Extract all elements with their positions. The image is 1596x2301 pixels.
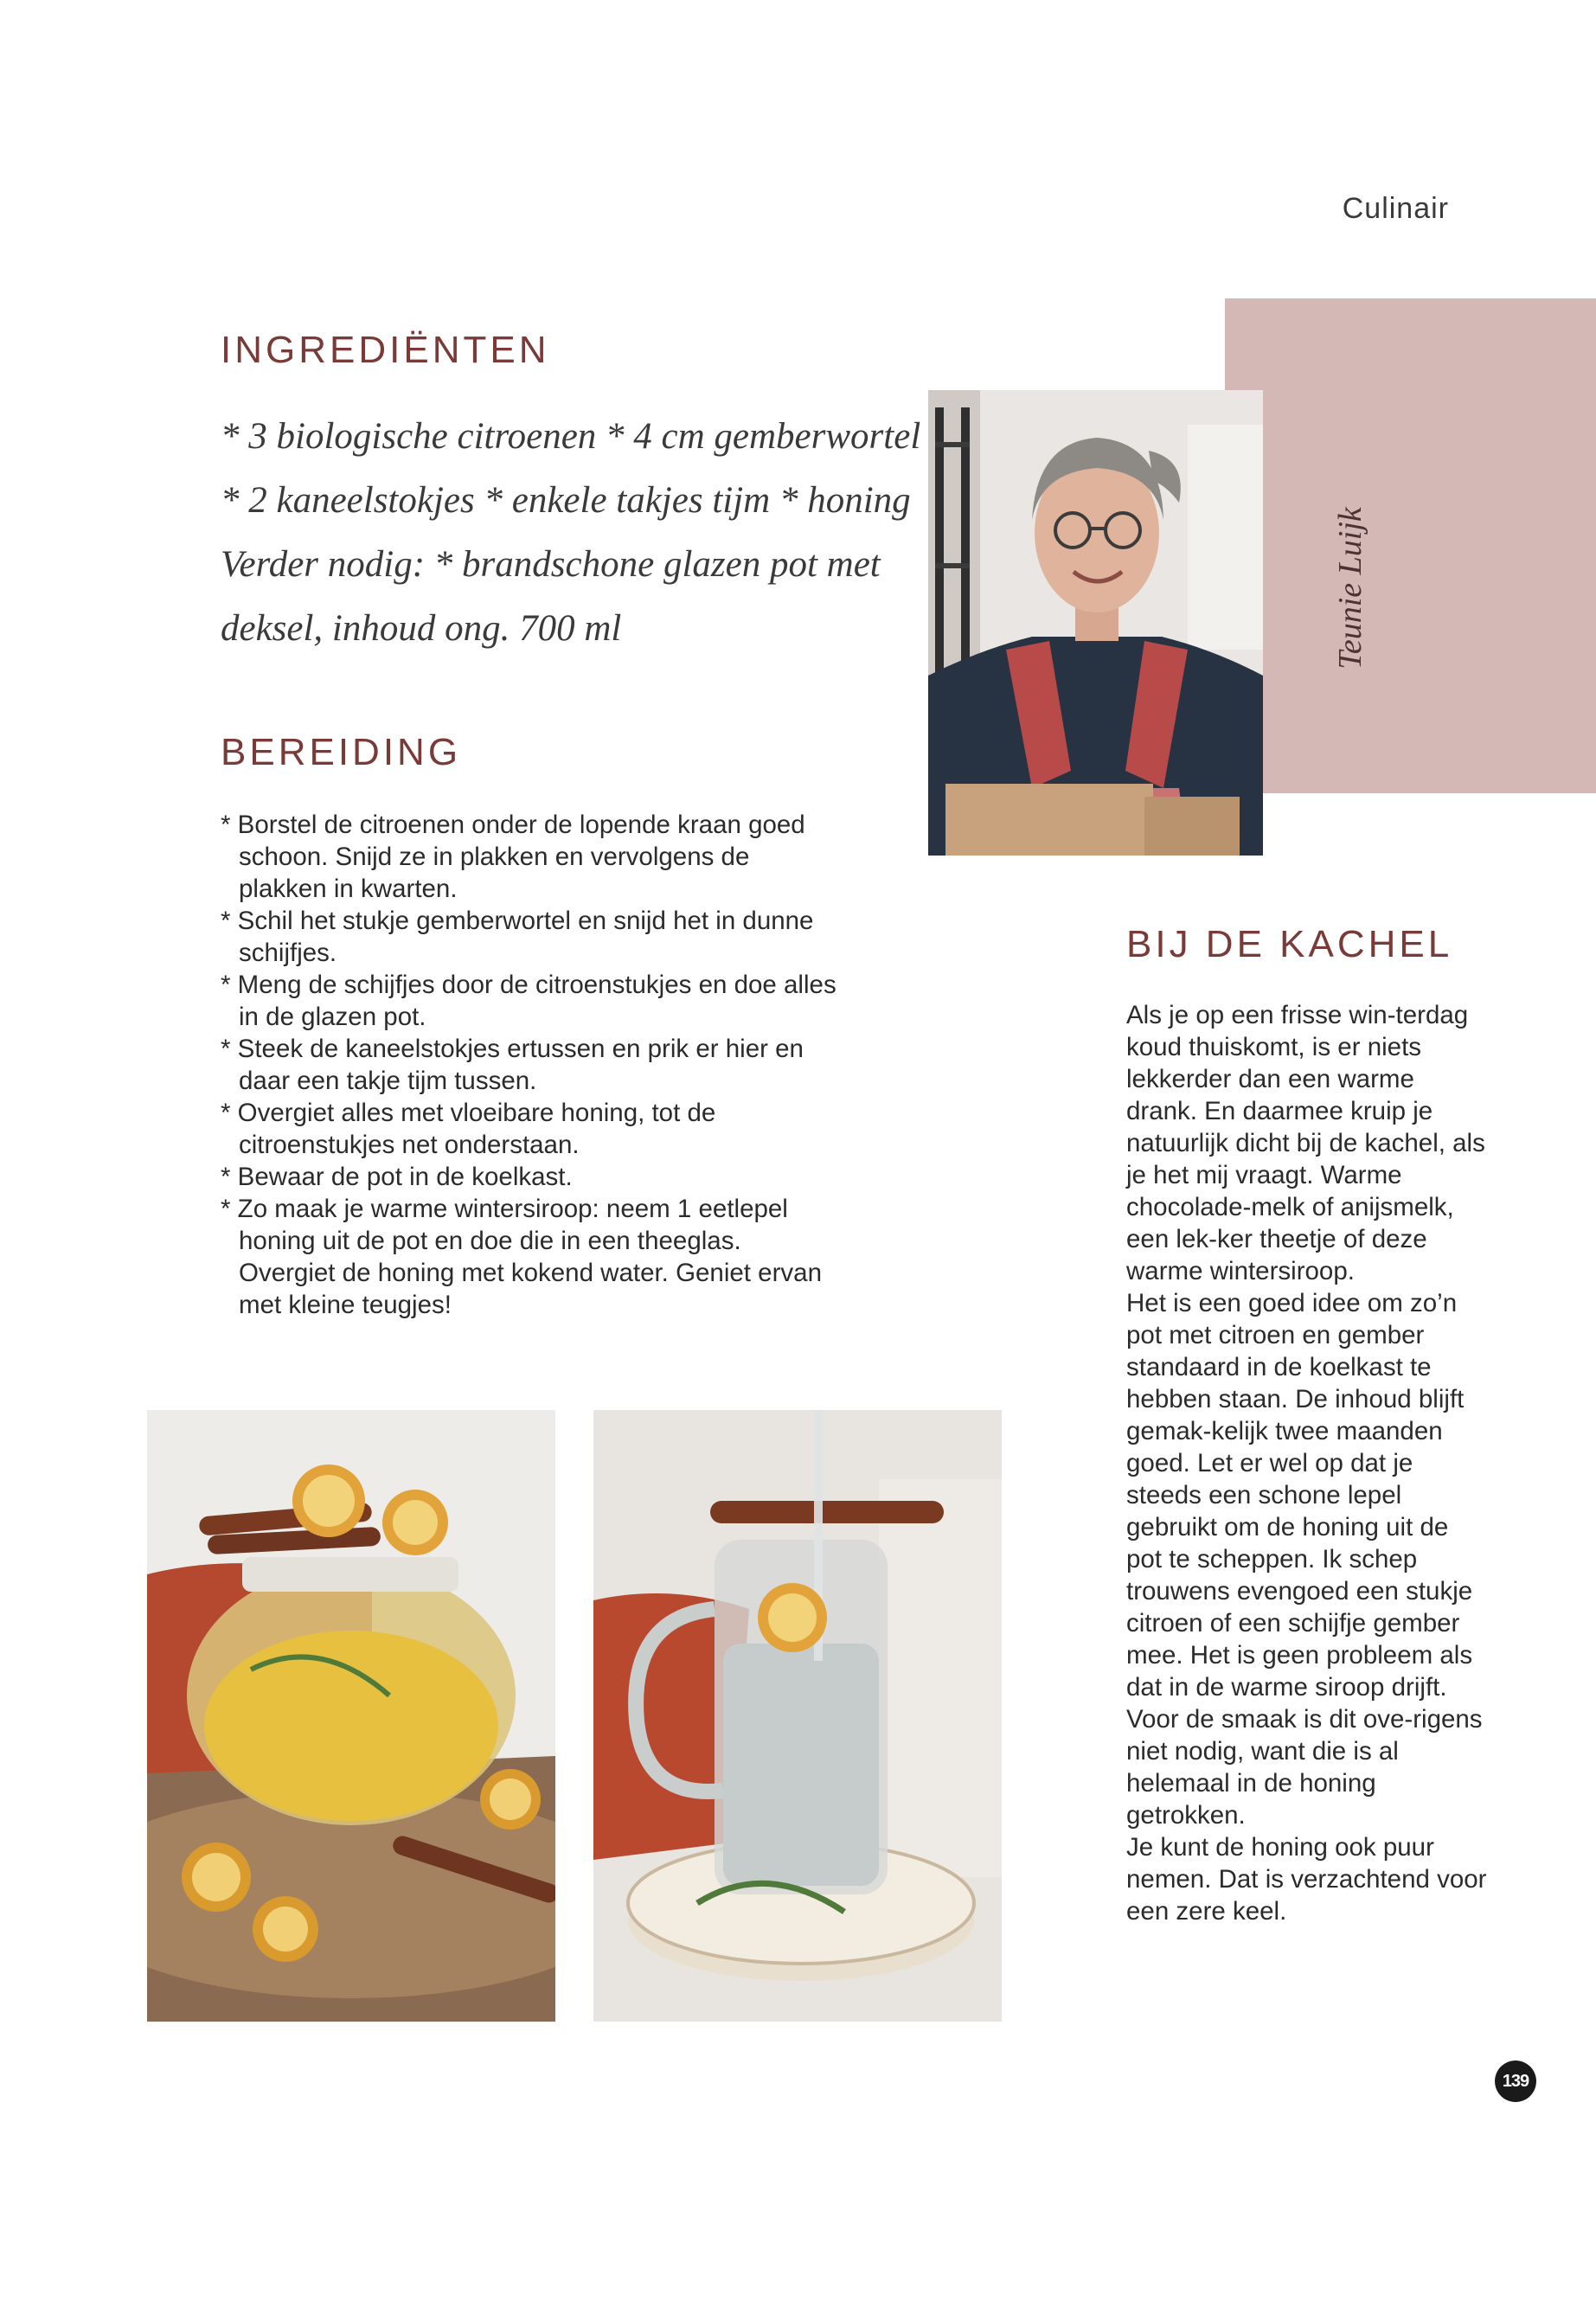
preparation-step: * Schil het stukje gemberwortel en snijd het in dunne schijfjes.: [221, 907, 814, 967]
preparation-step: * Steek de kaneelstokjes ertussen en prik er hier en daar een takje tijm tussen.: [221, 1035, 804, 1095]
tea-glass-photo: [593, 1410, 1002, 2022]
page-number-badge: 139: [1495, 2061, 1536, 2102]
honey-jar-photo: [147, 1410, 555, 2022]
sidebar-paragraph: Als je op een frisse win-terdag koud thuiskomt, is er niets lekkerder dan een warme drank. En daarmee kruip je natuurlijk dicht bij de kachel, als je het mij vraagt. Warme chocolade-melk of anijsmelk, een lek-ker theetje of deze warme wintersiroop.: [1126, 1001, 1485, 1285]
ingredients-line: Verder nodig: * brandschone glazen pot met: [221, 544, 881, 585]
preparation-step: * Zo maak je warme wintersiroop: neem 1 eetlepel honing uit de pot en doe die in een theeglas. Overgiet de honing met kokend water. Geniet ervan met kleine teugjes!: [221, 1195, 822, 1319]
preparation-step: * Borstel de citroenen onder de lopende kraan goed schoon. Snijd ze in plakken en vervolgens de plakken in kwarten.: [221, 811, 805, 903]
preparation-step: * Meng de schijfjes door de citroenstukjes en doe alles in de glazen pot.: [221, 971, 836, 1031]
sidebar-paragraph: Het is een goed idee om zo’n pot met citroen en gember standaard in de koelkast te hebben staan. De inhoud blijft gemak-kelijk twee maanden goed. Let er wel op dat je steeds een schone lepel gebruikt om de honing uit de pot te scheppen. Ik schep trouwens evengoed een stukje citroen of een schijfje gember mee. Het is geen probleem als dat in de warme siroop drijft. Voor de smaak is dit ove-rigens niet nodig, want die is al helemaal in de honing getrokken.: [1126, 1289, 1483, 1830]
portrait-illustration: [928, 390, 1263, 856]
portrait-photo: [928, 390, 1263, 856]
tea-glass-illustration: [593, 1410, 1002, 2022]
sidebar-body: [1126, 999, 1490, 1927]
ingredients-list: [221, 405, 921, 661]
photo-credit: Teunie Luijk: [1332, 507, 1368, 670]
decorative-panel: [1225, 298, 1596, 793]
preparation-step: * Overgiet alles met vloeibare honing, tot de citroenstukjes net onderstaan.: [221, 1099, 716, 1159]
sidebar-paragraph: Je kunt de honing ook puur nemen. Dat is verzachtend voor een zere keel.: [1126, 1833, 1487, 1926]
preparation-heading: BEREIDING: [221, 731, 462, 773]
ingredients-line: deksel, inhoud ong. 700 ml: [221, 608, 622, 649]
preparation-steps: [221, 809, 843, 1321]
section-label: Culinair: [1342, 192, 1449, 225]
sidebar-heading: BIJ DE KACHEL: [1126, 923, 1453, 965]
ingredients-line: * 2 kaneelstokjes * enkele takjes tijm * honing: [221, 480, 911, 521]
ingredients-heading: INGREDIËNTEN: [221, 329, 550, 371]
honey-jar-illustration: [147, 1410, 555, 2022]
ingredients-line: * 3 biologische citroenen * 4 cm gemberwortel: [221, 416, 921, 457]
preparation-step: * Bewaar de pot in de koelkast.: [221, 1163, 573, 1191]
